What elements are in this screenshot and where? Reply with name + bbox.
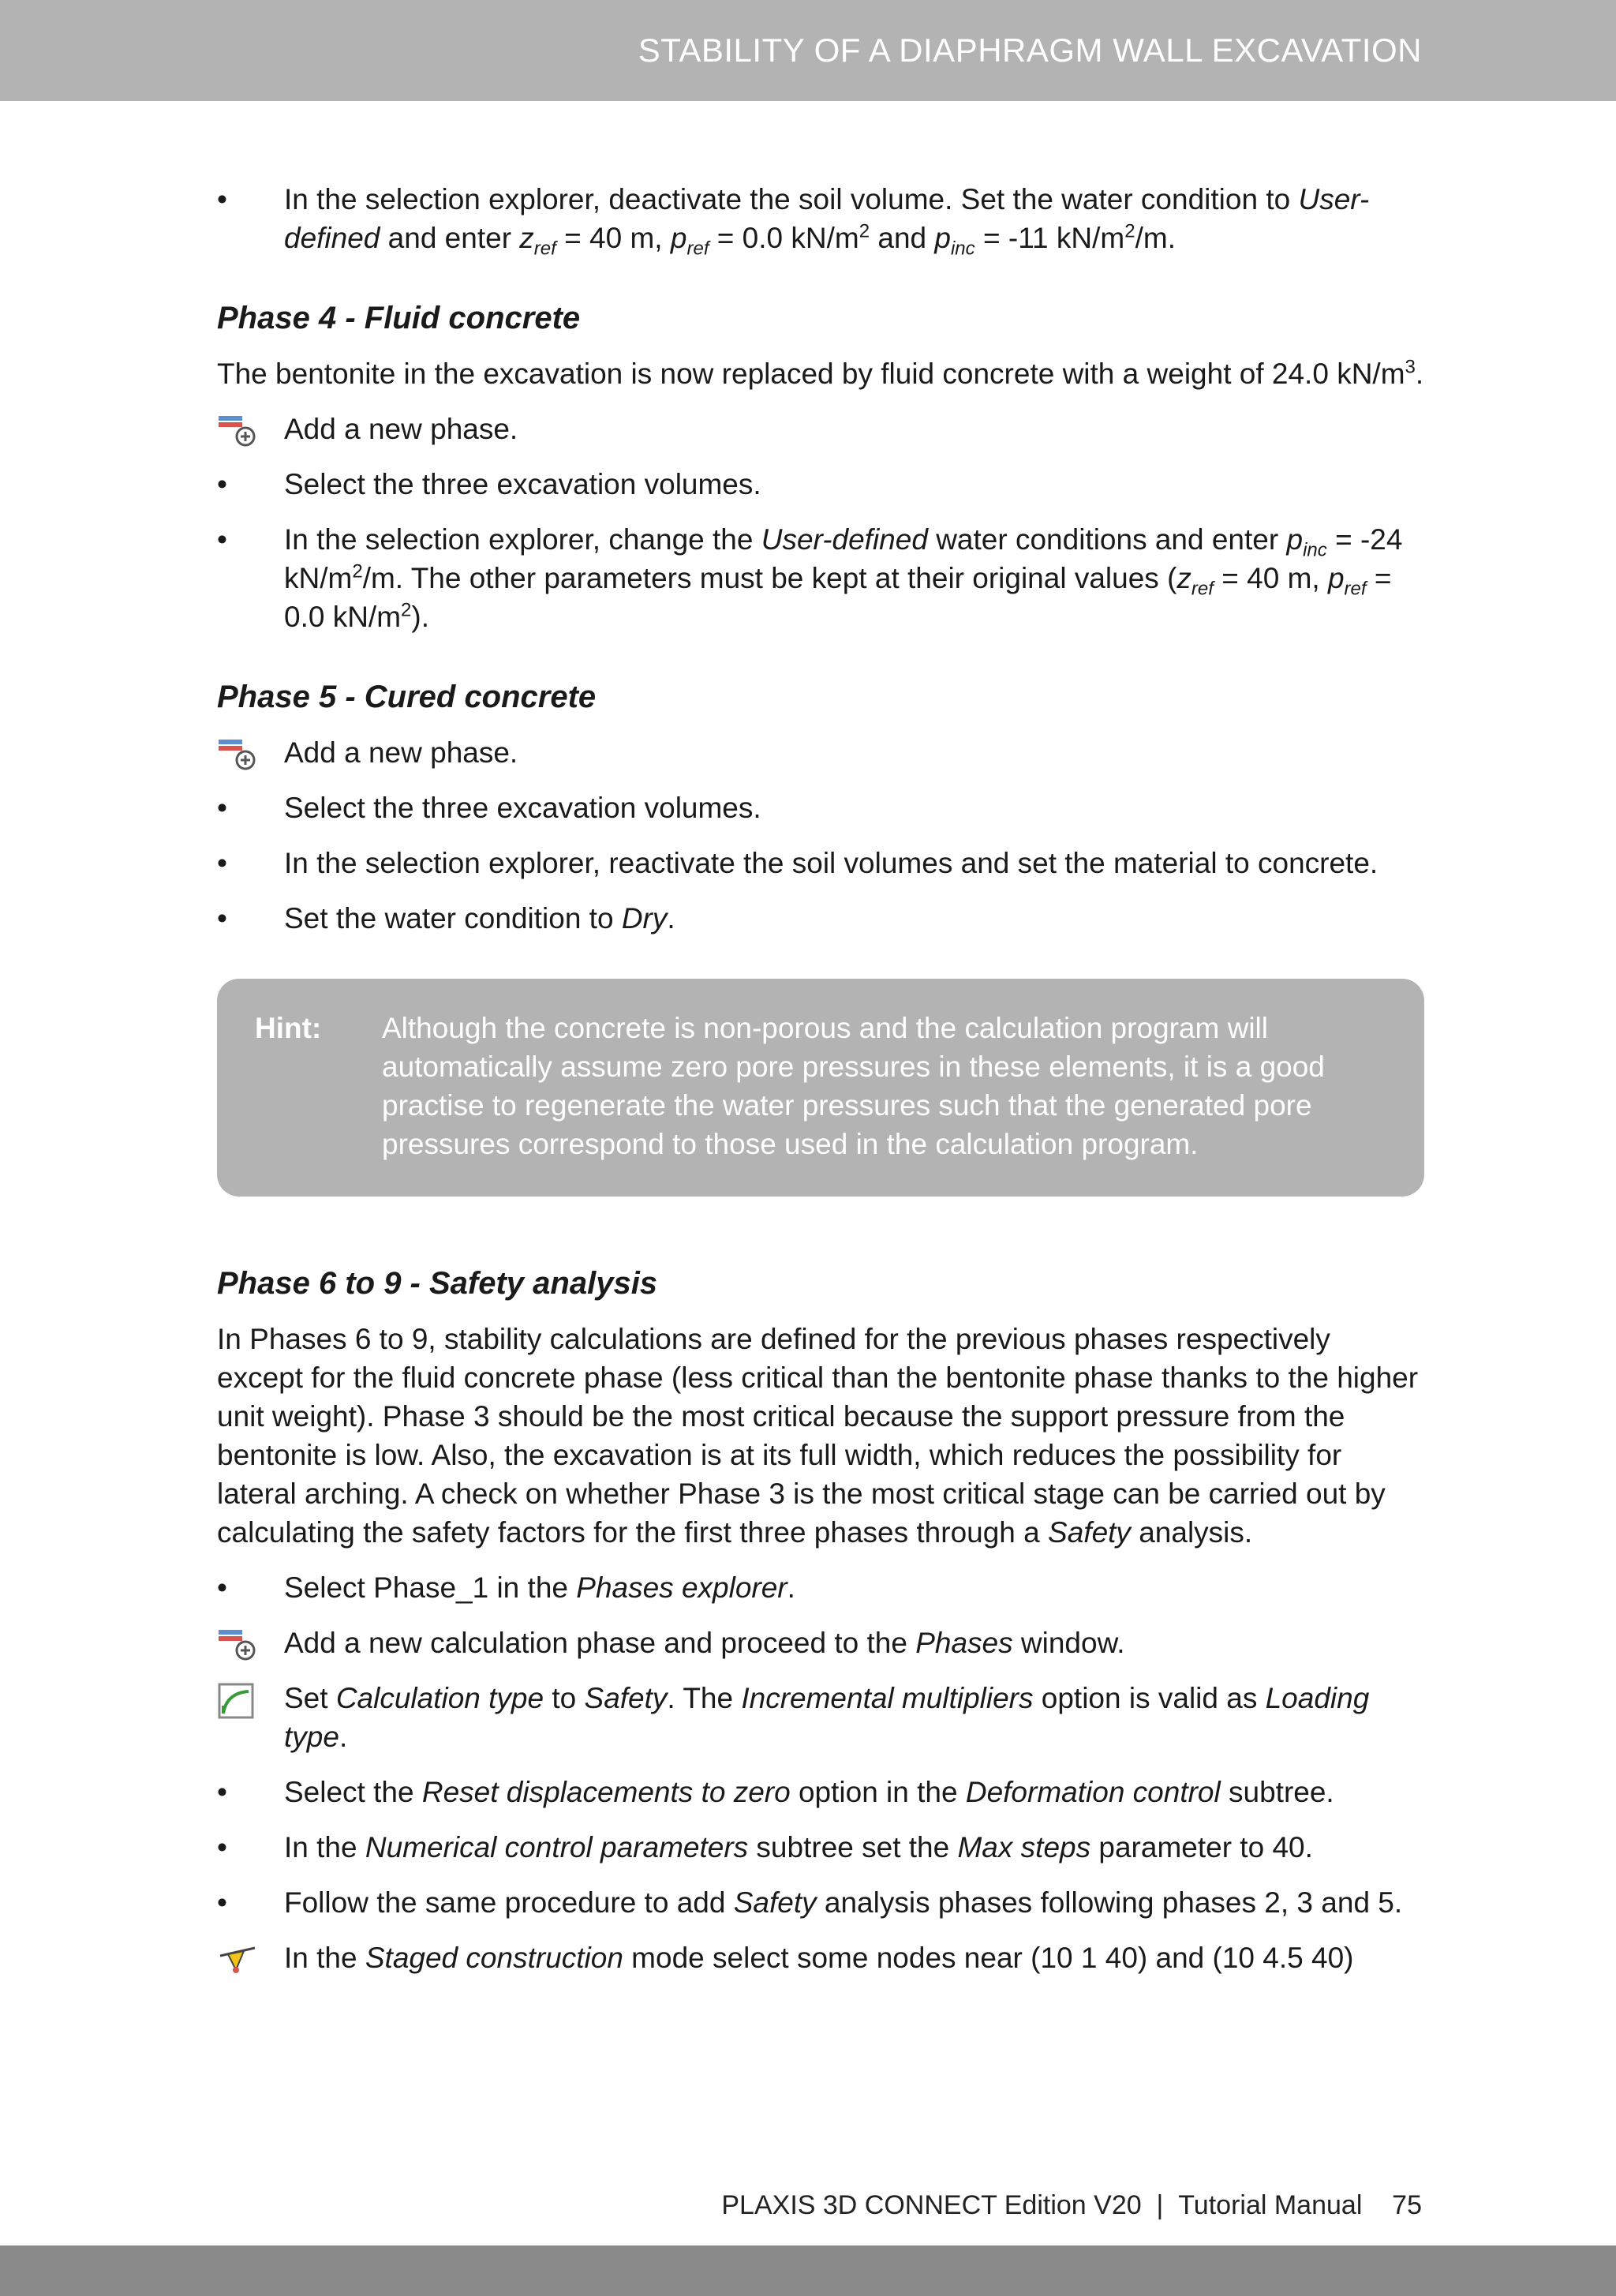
page-content (217, 180, 1424, 1994)
list-item: • Select the three excavation volumes. (217, 465, 1424, 504)
list-item: • In the selection explorer, deactivate the soil volume. Set the water condition to User-defined and enter $z_{ref} = 40$ m, $p_{ref} = 0.0$ $kN/m^2$ and $p_{inc} = -11$ $kN/m^2/m$. (217, 180, 1424, 257)
list-item: • In the Numerical control parameters subtree set the Max steps parameter to 40. (217, 1828, 1424, 1867)
bullet: • (217, 1886, 227, 1919)
list-item: • Follow the same procedure to add Safety analysis phases following phases 2, 3 and 5. (217, 1883, 1424, 1922)
footer-band (0, 2245, 1616, 2296)
bullet: • (217, 183, 227, 215)
page-number: 75 (1392, 2190, 1422, 2220)
list-item: • In the selection explorer, reactivate the soil volumes and set the material to concrete. (217, 844, 1424, 882)
bullet: • (217, 792, 227, 824)
add-phase-icon (217, 413, 258, 451)
select-points-for-curves-icon (217, 1942, 258, 1980)
page-header-title: STABILITY OF A DIAPHRAGM WALL EXCAVATION (638, 32, 1422, 69)
hint-box (217, 979, 1424, 1197)
bullet: • (217, 1831, 227, 1863)
paragraph: In Phases 6 to 9, stability calculations are defined for the previous phases respectively except for the fluid concrete phase (less critical than the bentonite phase thanks to the higher unit weight). Phase 3 should be the most critical because the support pressure from the bentonite is low. Also, the excavation is at its full width, which reduces the possibility for lateral arching. A check on whether Phase 3 is the most critical stage can be carried out by calculating the safety factors for the first three phases through a Safety analysis. (217, 1323, 1419, 1549)
footer-separator: | (1156, 2190, 1164, 2220)
list-item: Add a new phase. (217, 410, 1424, 448)
bullet: • (217, 523, 227, 556)
list-item: • Set the water condition to Dry. (217, 899, 1424, 938)
page-footer (721, 2190, 1422, 2221)
footer-manual: Tutorial Manual (1178, 2190, 1363, 2220)
bullet: • (217, 1571, 227, 1604)
section-heading-phase-5: Phase 5 - Cured concrete (217, 680, 597, 714)
list-item: In the Staged construction mode select some nodes near (10 1 40) and (10 4.5 40) (217, 1938, 1424, 1977)
safety-calculation-icon (217, 1682, 258, 1720)
hint-text: Although the concrete is non-porous and the calculation program will automatically assume zero pore pressures in these elements, it is a good practise to regenerate the water pressures such that the generated pore pressures correspond to those used in the calculation program. (382, 1012, 1325, 1160)
list-item: • In the selection explorer, change the User-defined water conditions and enter $p_{inc} = -24$ $kN/m^2/m$. The other parameters must be kept at their original values ($z_{ref} = 40$ m, $p_{ref} = 0.0$ $kN/m^2$). (217, 520, 1424, 636)
section-heading-phase-6-to-9: Phase 6 to 9 - Safety analysis (217, 1266, 658, 1301)
add-phase-icon (217, 1627, 258, 1665)
list-item: Set Calculation type to Safety. The Incremental multipliers option is valid as Loading type. (217, 1679, 1424, 1756)
list-item: Add a new calculation phase and proceed to the Phases window. (217, 1624, 1424, 1662)
hint-label: Hint: (255, 1012, 322, 1044)
list-item: Add a new phase. (217, 733, 1424, 772)
list-item: • Select the Reset displacements to zero option in the Deformation control subtree. (217, 1773, 1424, 1811)
bullet: • (217, 468, 227, 500)
list-item: • Select the three excavation volumes. (217, 788, 1424, 827)
section-heading-phase-4: Phase 4 - Fluid concrete (217, 301, 581, 335)
add-phase-icon (217, 736, 258, 774)
paragraph: The bentonite in the excavation is now replaced by fluid concrete with a weight of 24.0 $kN/m^3$. (217, 356, 1424, 390)
bullet: • (217, 1776, 227, 1808)
bullet: • (217, 902, 227, 935)
bullet: • (217, 847, 227, 879)
list-item: • Select Phase_1 in the Phases explorer. (217, 1568, 1424, 1607)
footer-product: PLAXIS 3D CONNECT Edition V20 (721, 2190, 1142, 2220)
